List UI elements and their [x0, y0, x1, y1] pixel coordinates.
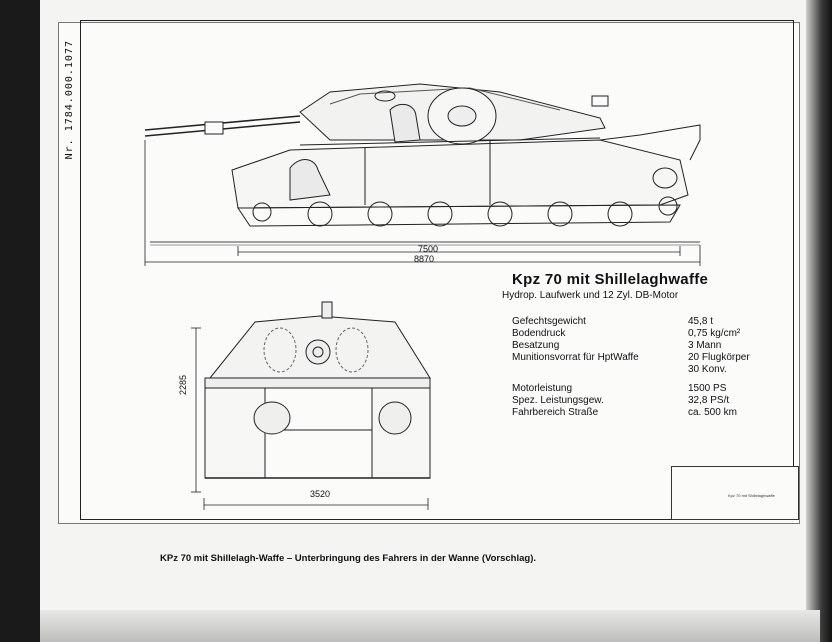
- spec-value: 0,75 kg/cm²: [688, 328, 741, 339]
- drawing-title-block: [671, 466, 799, 520]
- spec-row: [512, 395, 768, 407]
- spec-row: [512, 352, 768, 364]
- front-view-tank: [205, 302, 430, 478]
- spec-label: [512, 364, 688, 376]
- spec-label: Spez. Leistungsgew.: [512, 395, 604, 406]
- title-block-name: Kpz 70 mit Shillelaghwaffe: [728, 493, 775, 498]
- dim-hull-length-label: 7500: [418, 244, 439, 254]
- dim-overall-length-label: 8870: [414, 254, 435, 264]
- spec-label: Munitionsvorrat für HptWaffe: [512, 352, 639, 363]
- spec-label: Bodendruck: [512, 328, 566, 339]
- spec-value: 20 Flugkörper: [688, 352, 750, 363]
- figure-caption: KPz 70 mit Shillelagh-Waffe – Unterbringung des Fahrers in der Wanne (Vorschlag).: [160, 553, 537, 564]
- spec-row: [512, 383, 768, 395]
- spec-row: [512, 316, 768, 328]
- spec-value: 32,8 PS/t: [688, 395, 730, 406]
- spec-label: Gefechtsgewicht: [512, 316, 586, 327]
- spec-value: 3 Mann: [688, 340, 722, 351]
- spec-label: Besatzung: [512, 340, 560, 351]
- spec-value: 1500 PS: [688, 383, 727, 394]
- spec-row: [512, 364, 768, 376]
- spec-table: [512, 316, 768, 419]
- spec-label: Fahrbereich Straße: [512, 407, 599, 418]
- spec-subtitle: Hydrop. Laufwerk und 12 Zyl. DB-Motor: [502, 290, 679, 301]
- spec-value: 30 Konv.: [688, 364, 727, 375]
- spec-title: Kpz 70 mit Shillelaghwaffe: [512, 271, 709, 288]
- dim-height-label: 2285: [178, 374, 188, 395]
- dim-width-label: 3520: [310, 489, 331, 499]
- spec-value: ca. 500 km: [688, 407, 737, 418]
- side-view-tank: [145, 84, 700, 245]
- spec-label: Motorleistung: [512, 383, 573, 394]
- spec-row: [512, 340, 768, 352]
- spec-row: [512, 328, 768, 340]
- spec-row: [512, 407, 768, 419]
- drawing-number: Nr. 1784.000.1077: [64, 40, 75, 160]
- spec-value: 45,8 t: [688, 316, 714, 327]
